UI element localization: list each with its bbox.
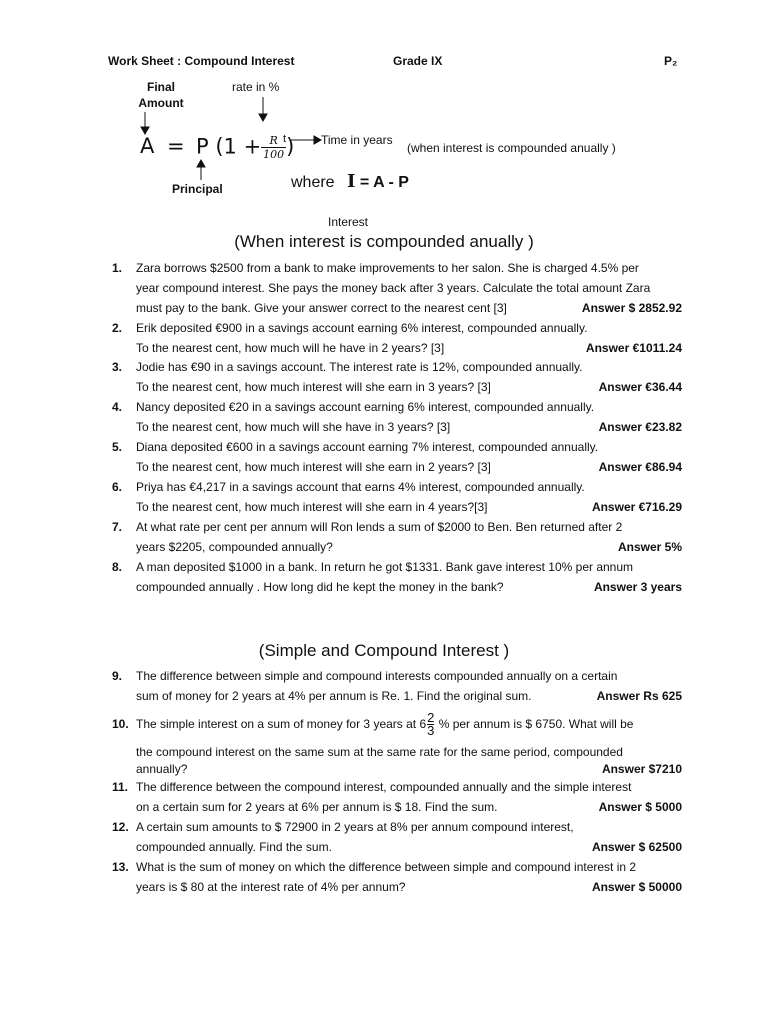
interest-label: Interest <box>328 215 369 229</box>
question-line <box>136 708 682 740</box>
worksheet-title: Work Sheet : Compound Interest <box>108 54 295 68</box>
question-line <box>136 338 682 358</box>
question-line: The difference between simple and compound interests compounded annually on a certain <box>136 669 618 683</box>
answer: Answer 3 years <box>593 580 682 594</box>
answer: Answer $ 62500 <box>591 840 682 854</box>
question-number: 10. <box>112 717 129 731</box>
question-line <box>136 477 682 497</box>
question-5 <box>112 437 682 477</box>
question-line <box>136 537 682 557</box>
question-line <box>136 837 682 857</box>
question-line-text: sum of money for 2 years at 4% per annum is Re. 1. Find the original sum. <box>136 689 532 703</box>
answer: Answer €716.29 <box>591 500 682 514</box>
question-4 <box>112 397 682 437</box>
question-line-text: compounded annually . How long did he kept the money in the bank? <box>136 580 504 594</box>
question-number: 7. <box>112 520 123 534</box>
rate-fraction-numerator: R <box>261 134 286 148</box>
question-line-text: The simple interest on a sum of money for 3 years at 6 <box>136 717 427 731</box>
question-number: 4. <box>112 400 123 414</box>
principal-label: Principal <box>172 182 223 196</box>
question-line <box>136 457 682 477</box>
question-line-text: years is $ 80 at the interest rate of 4% per annum? <box>136 880 406 894</box>
time-arrow-head <box>314 136 321 144</box>
question-number: 8. <box>112 560 123 574</box>
question-line-text: To the nearest cent, how much will she have in 3 years? [3] <box>136 420 451 434</box>
question-number: 11. <box>112 780 129 794</box>
question-line: A certain sum amounts to $ 72900 in 2 years at 8% per annum compound interest, <box>136 820 574 834</box>
question-line-text: Nancy deposited €20 in a savings account earning 6% interest, compounded annually. <box>136 400 595 414</box>
fraction-numerator: 2 <box>427 710 435 726</box>
question-line <box>136 258 682 278</box>
question-line <box>136 761 682 778</box>
question-2 <box>112 318 682 358</box>
section1-title: (When interest is compounded anually ) <box>234 232 534 251</box>
where-equation: = A - P <box>355 174 409 191</box>
question-line <box>136 437 682 457</box>
question-line <box>136 377 682 397</box>
rate-fraction-denominator: 100 <box>263 148 285 161</box>
final-amount-label-line2: Amount <box>138 96 184 110</box>
question-line-text: year compound interest. She pays the money back after 3 years. Calculate the total amount Zara <box>136 281 651 295</box>
question-line <box>136 517 682 537</box>
question-line <box>136 278 682 298</box>
rate-label: rate in % <box>232 80 280 94</box>
question-line-text: To the nearest cent, how much will he have in 2 years? [3] <box>136 341 445 355</box>
question-10 <box>112 708 682 778</box>
question-number: 9. <box>112 669 123 683</box>
formula-close: ) <box>286 134 295 159</box>
question-1 <box>112 258 682 318</box>
question-line-text: Jodie has €90 in a savings account. The interest rate is 12%, compounded annually. <box>136 360 583 374</box>
formula-exponent: t <box>283 133 287 145</box>
question-number: 13. <box>112 860 129 874</box>
answer: Answer $ 50000 <box>591 880 682 894</box>
question-9 <box>112 666 682 706</box>
question-line-text: To the nearest cent, how much interest will she earn in 3 years? [3] <box>136 380 491 394</box>
question-line <box>136 298 682 318</box>
question-line <box>136 318 682 338</box>
mixed-fraction <box>427 712 434 737</box>
question-line-text: Zara borrows $2500 from a bank to make improvements to her salon. She is charged 4.5% per <box>136 261 639 275</box>
question-13 <box>112 857 682 897</box>
formula-rhs <box>196 134 294 161</box>
question-line <box>136 397 682 417</box>
question-3 <box>112 357 682 397</box>
question-line-text: Erik deposited €900 in a savings account earning 6% interest, compounded annually. <box>136 321 588 335</box>
answer: Answer €23.82 <box>598 420 682 434</box>
time-label: Time in years <box>321 133 393 147</box>
question-number: 3. <box>112 360 123 374</box>
fraction-denominator: 3 <box>427 723 435 739</box>
principal-arrow-head <box>197 160 205 167</box>
question-8 <box>112 557 682 597</box>
question-line-text: To the nearest cent, how much interest will she earn in 4 years?[3] <box>136 500 488 514</box>
answer: Answer $ 5000 <box>598 800 682 814</box>
question-line <box>136 557 682 577</box>
grade-label: Grade IX <box>393 54 443 68</box>
question-6 <box>112 477 682 517</box>
final-amount-label-line1: Final <box>146 80 175 94</box>
answer: Answer €36.44 <box>598 380 682 394</box>
answer: Answer $7210 <box>601 762 682 776</box>
question-line-text: on a certain sum for 2 years at 6% per annum is $ 18. Find the sum. <box>136 800 498 814</box>
question-number: 1. <box>112 261 123 275</box>
answer: Answer €86.94 <box>598 460 682 474</box>
question-line-text: must pay to the bank. Give your answer correct to the nearest cent [3] <box>136 301 507 315</box>
question-line <box>136 577 682 597</box>
question-number: 5. <box>112 440 123 454</box>
question-line-text: compounded annually. Find the sum. <box>136 840 332 854</box>
question-number: 6. <box>112 480 123 494</box>
question-line-text: Priya has €4,217 in a savings account that earns 4% interest, compounded annually. <box>136 480 585 494</box>
question-number: 2. <box>112 321 123 335</box>
answer: Answer €1011.24 <box>585 341 682 355</box>
section2-title: (Simple and Compound Interest ) <box>258 641 510 660</box>
question-7 <box>112 517 682 557</box>
question-line <box>136 497 682 517</box>
question-number: 12. <box>112 820 129 834</box>
question-12 <box>112 817 682 857</box>
formula-p-open: P (1 + <box>196 134 262 159</box>
answer: Answer Rs 625 <box>596 689 682 703</box>
question-line <box>136 797 682 817</box>
question-line: What is the sum of money on which the difference between simple and compound interest in 2 <box>136 860 637 874</box>
where-word: where <box>291 174 335 191</box>
interest-symbol: I <box>347 171 356 192</box>
formula-lhs: A <box>140 134 155 158</box>
question-line-text: Diana deposited €600 in a savings account earning 7% interest, compounded annually. <box>136 440 599 454</box>
question-line-text: A man deposited $1000 in a bank. In return he got $1331. Bank gave interest 10% per annum <box>136 560 634 574</box>
final-amount-arrow-head <box>141 127 149 134</box>
question-line-text: At what rate per cent per annum will Ron lends a sum of $2000 to Ben. Ben returned after 2 <box>136 520 623 534</box>
question-line <box>136 686 682 706</box>
question-line-text: % per annum is $ 6750. What will be <box>435 717 634 731</box>
rate-arrow-head <box>259 114 267 121</box>
answer: Answer $ 2852.92 <box>581 301 682 315</box>
question-line <box>136 357 682 377</box>
question-line: The difference between the compound interest, compounded annually and the simple interest <box>136 780 632 794</box>
formula-equals: = <box>167 134 185 158</box>
page-number: P₂ <box>664 54 678 68</box>
answer: Answer 5% <box>617 540 682 554</box>
question-line: the compound interest on the same sum at the same rate for the same period, compounded <box>136 745 623 759</box>
question-line <box>136 417 682 437</box>
question-11 <box>112 777 682 817</box>
compounded-note: (when interest is compounded anually ) <box>407 141 616 155</box>
question-line-text: annually? <box>136 762 188 776</box>
question-line <box>136 877 682 897</box>
where-clause <box>291 171 409 192</box>
question-line-text: To the nearest cent, how much interest will she earn in 2 years? [3] <box>136 460 491 474</box>
question-line-text: years $2205, compounded annually? <box>136 540 333 554</box>
